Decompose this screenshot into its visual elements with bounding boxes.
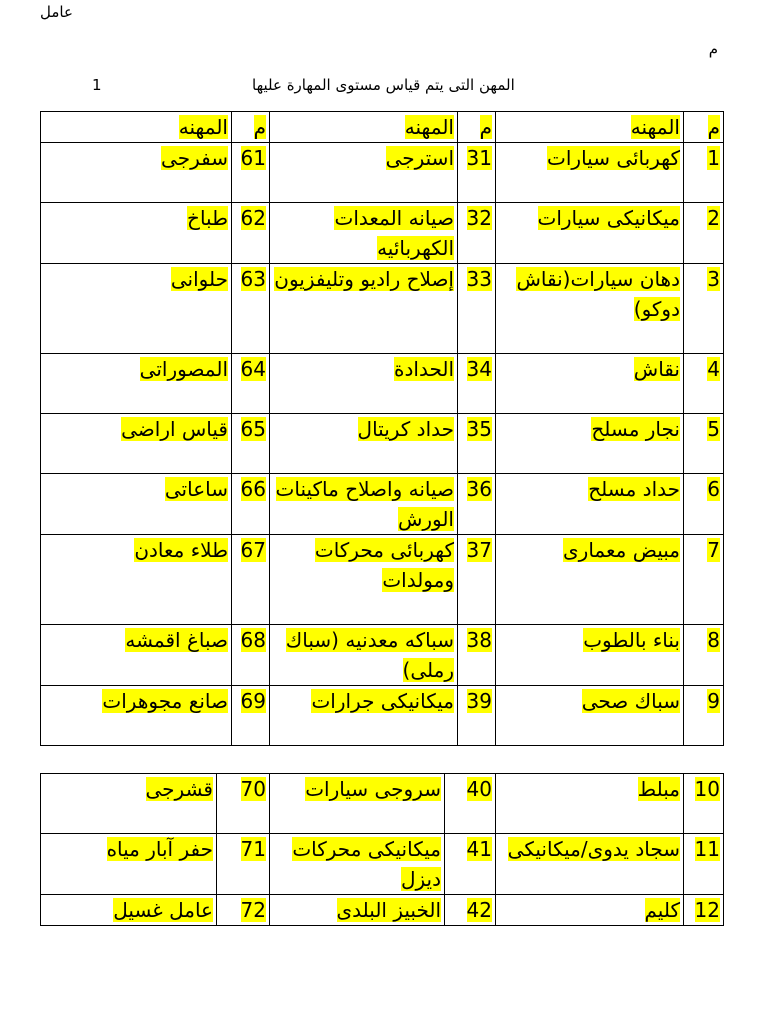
number-cell [458, 264, 496, 354]
table-row [41, 203, 724, 264]
profession-cell-text: كهربائى سيارات [547, 146, 680, 170]
number-cell [458, 686, 496, 746]
profession-cell-text: بناء بالطوب [583, 628, 680, 652]
number-cell-text: 7 [707, 538, 720, 562]
profession-cell-text: دهان سيارات(نقاش دوكو) [516, 267, 680, 321]
profession-cell-text: طباخ [187, 206, 228, 230]
profession-cell-text: ميكانيكى جرارات [311, 689, 454, 713]
number-cell-text: 36 [466, 477, 492, 501]
profession-cell-text: كليم [644, 898, 680, 922]
page-heading: المهن التى يتم قياس مستوى المهارة عليها [252, 76, 515, 94]
profession-cell [270, 474, 458, 535]
profession-cell-text: سجاد يدوى/ميكانيكى [507, 837, 680, 861]
table-row [41, 474, 724, 535]
number-cell [458, 474, 496, 535]
profession-cell [41, 414, 232, 474]
number-cell [684, 535, 724, 625]
table-row [41, 354, 724, 414]
number-cell-text: 2 [707, 206, 720, 230]
profession-cell [270, 535, 458, 625]
profession-cell [270, 414, 458, 474]
number-cell [684, 774, 724, 834]
header-number-cell [458, 112, 496, 143]
profession-cell [41, 686, 232, 746]
professions-table-2 [40, 773, 724, 926]
profession-cell-text: قشرجى [145, 777, 213, 801]
number-cell-text: 4 [707, 357, 720, 381]
table-row [41, 143, 724, 203]
profession-cell [496, 625, 684, 686]
header-number-cell-text: م [707, 115, 720, 139]
profession-cell-text: المصوراتى [139, 357, 228, 381]
number-cell [232, 203, 270, 264]
profession-cell [270, 834, 445, 895]
number-cell [458, 354, 496, 414]
profession-cell [496, 414, 684, 474]
number-cell [684, 414, 724, 474]
profession-cell-text: صيانه واصلاح ماكينات الورش [275, 477, 454, 531]
profession-cell-text: صباغ اقمشه [125, 628, 228, 652]
number-cell-text: 65 [240, 417, 266, 441]
profession-cell [496, 203, 684, 264]
number-cell [232, 625, 270, 686]
number-cell-text: 72 [240, 898, 266, 922]
number-cell-text: 8 [707, 628, 720, 652]
profession-cell [41, 203, 232, 264]
number-cell [684, 686, 724, 746]
number-cell-text: 11 [694, 837, 720, 861]
profession-cell [496, 354, 684, 414]
number-cell-text: 1 [707, 146, 720, 170]
number-cell-text: 6 [707, 477, 720, 501]
profession-cell-text: حداد كريتال [357, 417, 454, 441]
table-row [41, 264, 724, 354]
number-cell-text: 66 [240, 477, 266, 501]
number-cell-text: 41 [466, 837, 492, 861]
profession-cell-text: ميكانيكى سيارات [537, 206, 680, 230]
header-profession-cell [270, 112, 458, 143]
profession-cell-text: نقاش [633, 357, 680, 381]
number-cell-text: 10 [694, 777, 720, 801]
number-cell-text: 38 [466, 628, 492, 652]
profession-cell-text: طلاء معادن [134, 538, 228, 562]
number-cell [684, 143, 724, 203]
number-cell [445, 895, 496, 926]
header-profession-cell-text: المهنه [404, 115, 454, 139]
number-cell [684, 354, 724, 414]
profession-cell-text: مبلط [637, 777, 680, 801]
profession-cell [41, 774, 217, 834]
number-cell [684, 834, 724, 895]
number-cell [458, 414, 496, 474]
profession-cell [496, 895, 684, 926]
number-cell [684, 474, 724, 535]
number-cell-text: 42 [466, 898, 492, 922]
header-number-cell [684, 112, 724, 143]
profession-cell [41, 474, 232, 535]
profession-cell [41, 143, 232, 203]
profession-cell-text: حلوانى [170, 267, 228, 291]
number-cell-text: 37 [466, 538, 492, 562]
number-cell-text: 71 [240, 837, 266, 861]
number-cell-text: 70 [240, 777, 266, 801]
number-cell [458, 203, 496, 264]
profession-cell-text: كهربائى محركات ومولدات [314, 538, 454, 592]
number-cell-text: 63 [240, 267, 266, 291]
profession-cell-text: الخبيز البلدى [336, 898, 441, 922]
page-number: 1 [92, 76, 102, 94]
table-row [41, 625, 724, 686]
table-row [41, 834, 724, 895]
profession-cell-text: سفرجى [161, 146, 228, 170]
profession-cell [496, 535, 684, 625]
table-row [41, 686, 724, 746]
number-cell [232, 535, 270, 625]
profession-cell [270, 895, 445, 926]
header-profession-cell [496, 112, 684, 143]
number-cell [217, 834, 270, 895]
profession-cell [41, 354, 232, 414]
profession-cell [41, 834, 217, 895]
number-cell [232, 264, 270, 354]
profession-cell [270, 264, 458, 354]
profession-cell [270, 625, 458, 686]
top-m-label: م [708, 40, 718, 58]
number-cell [684, 895, 724, 926]
number-cell [232, 414, 270, 474]
corner-label: عامل [40, 3, 73, 21]
profession-cell [270, 203, 458, 264]
profession-cell-text: صيانه المعدات الكهربائيه [334, 206, 454, 260]
number-cell [217, 895, 270, 926]
number-cell-text: 67 [240, 538, 266, 562]
number-cell-text: 68 [240, 628, 266, 652]
number-cell-text: 39 [466, 689, 492, 713]
number-cell-text: 64 [240, 357, 266, 381]
number-cell-text: 12 [694, 898, 720, 922]
number-cell-text: 33 [466, 267, 492, 291]
header-number-cell [232, 112, 270, 143]
profession-cell [270, 143, 458, 203]
profession-cell-text: ميكانيكى محركات ديزل [292, 837, 441, 891]
profession-cell-text: الحدادة [394, 357, 454, 381]
table-row [41, 774, 724, 834]
header-number-cell-text: م [479, 115, 492, 139]
number-cell-text: 40 [466, 777, 492, 801]
number-cell-text: 31 [466, 146, 492, 170]
number-cell-text: 32 [466, 206, 492, 230]
profession-cell [496, 264, 684, 354]
professions-table-1 [40, 111, 724, 746]
profession-cell [270, 774, 445, 834]
number-cell [232, 143, 270, 203]
number-cell [232, 686, 270, 746]
number-cell [684, 203, 724, 264]
number-cell [458, 143, 496, 203]
profession-cell-text: ساعاتى [164, 477, 228, 501]
profession-cell-text: صانع مجوهرات [102, 689, 228, 713]
table-row [41, 414, 724, 474]
number-cell-text: 3 [707, 267, 720, 291]
number-cell-text: 5 [707, 417, 720, 441]
profession-cell-text: سروجى سيارات [305, 777, 441, 801]
number-cell-text: 62 [240, 206, 266, 230]
profession-cell-text: عامل غسيل [113, 898, 213, 922]
profession-cell [496, 143, 684, 203]
profession-cell [41, 535, 232, 625]
header-profession-cell-text: المهنه [178, 115, 228, 139]
profession-cell-text: قياس اراضى [121, 417, 228, 441]
profession-cell [496, 774, 684, 834]
number-cell-text: 9 [707, 689, 720, 713]
profession-cell-text: حفر آبار مياه [106, 837, 213, 861]
profession-cell [270, 686, 458, 746]
number-cell [458, 625, 496, 686]
profession-cell [41, 625, 232, 686]
number-cell [684, 264, 724, 354]
number-cell-text: 35 [466, 417, 492, 441]
profession-cell [270, 354, 458, 414]
profession-cell [41, 895, 217, 926]
profession-cell-text: نجار مسلح [591, 417, 680, 441]
header-profession-cell-text: المهنه [630, 115, 680, 139]
number-cell-text: 69 [240, 689, 266, 713]
profession-cell [496, 686, 684, 746]
table-header-row [41, 112, 724, 143]
number-cell [232, 474, 270, 535]
number-cell [445, 834, 496, 895]
header-number-cell-text: م [253, 115, 266, 139]
number-cell [217, 774, 270, 834]
profession-cell-text: مبيض معمارى [563, 538, 680, 562]
profession-cell-text: سباكه معدنيه (سباك رملى) [285, 628, 454, 682]
profession-cell-text: سباك صحى [581, 689, 680, 713]
table-row [41, 895, 724, 926]
profession-cell-text: إصلاح راديو وتليفزيون [274, 267, 454, 291]
number-cell [684, 625, 724, 686]
number-cell [232, 354, 270, 414]
profession-cell [496, 474, 684, 535]
number-cell-text: 34 [466, 357, 492, 381]
table-row [41, 535, 724, 625]
profession-cell [41, 264, 232, 354]
number-cell [458, 535, 496, 625]
profession-cell-text: حداد مسلح [588, 477, 680, 501]
profession-cell-text: استرجى [385, 146, 454, 170]
number-cell-text: 61 [240, 146, 266, 170]
profession-cell [496, 834, 684, 895]
number-cell [445, 774, 496, 834]
header-profession-cell [41, 112, 232, 143]
